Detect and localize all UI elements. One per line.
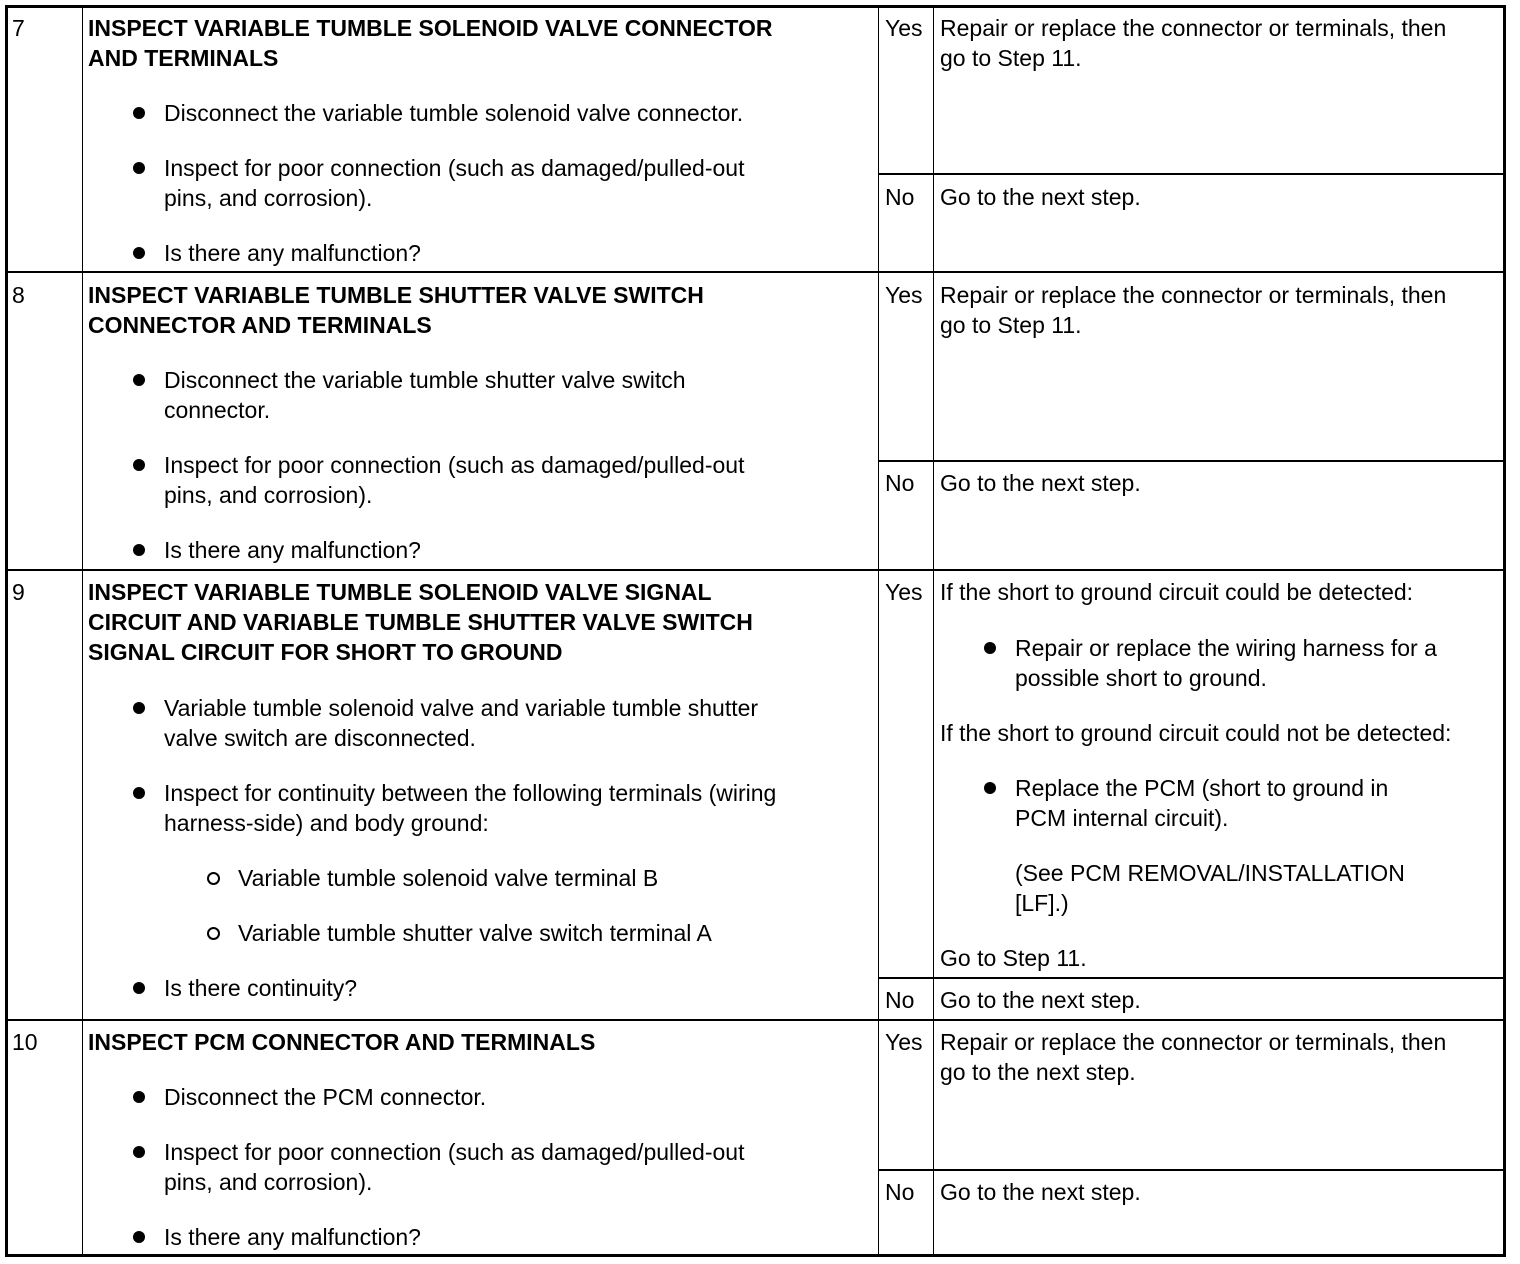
yes-action: go to Step 11.: [940, 312, 1082, 338]
bullet-icon: [133, 1231, 145, 1243]
yes-no-divider: [878, 1169, 1506, 1171]
no-label: No: [885, 184, 915, 210]
row-divider: [5, 271, 1506, 273]
bullet-text: Inspect for continuity between the following terminals (wiring: [164, 780, 777, 806]
bullet-icon: [984, 782, 996, 794]
bullet-text: connector.: [164, 397, 271, 423]
row-divider: [5, 1019, 1506, 1021]
bullet-text: valve switch are disconnected.: [164, 725, 476, 751]
see-reference: (See PCM REMOVAL/INSTALLATION: [1015, 860, 1405, 886]
yes-action: Repair or replace the connector or terminals, then: [940, 15, 1447, 41]
sub-bullet-text: Variable tumble shutter valve switch terminal A: [238, 920, 712, 946]
bullet-icon: [133, 107, 145, 119]
yes-no-divider: [878, 977, 1506, 979]
sub-bullet-text: Variable tumble solenoid valve terminal B: [238, 865, 659, 891]
step-number: 8: [12, 282, 25, 308]
yes-label: Yes: [885, 1029, 923, 1055]
yes-no-divider: [878, 173, 1506, 175]
no-action: Go to the next step.: [940, 184, 1141, 210]
column-divider: [82, 5, 83, 1257]
step-title: INSPECT VARIABLE TUMBLE SHUTTER VALVE SWITCH: [88, 282, 704, 308]
sub-bullet-icon: [207, 872, 220, 885]
step-title: CONNECTOR AND TERMINALS: [88, 312, 432, 338]
bullet-text: Is there any malfunction?: [164, 1224, 421, 1250]
yes-bullet-text: possible short to ground.: [1015, 665, 1267, 691]
step-number: 10: [12, 1029, 38, 1055]
bullet-text: Variable tumble solenoid valve and variable tumble shutter: [164, 695, 759, 721]
bullet-text: pins, and corrosion).: [164, 185, 373, 211]
step-title: AND TERMINALS: [88, 45, 279, 71]
no-action: Go to the next step.: [940, 987, 1141, 1013]
row-divider: [5, 569, 1506, 571]
no-label: No: [885, 470, 915, 496]
bullet-icon: [984, 642, 996, 654]
yes-action: Repair or replace the connector or terminals, then: [940, 1029, 1447, 1055]
sub-bullet-icon: [207, 927, 220, 940]
yes-action: Repair or replace the connector or terminals, then: [940, 282, 1447, 308]
bullet-icon: [133, 247, 145, 259]
step-title: INSPECT VARIABLE TUMBLE SOLENOID VALVE SIGNAL: [88, 579, 712, 605]
no-action: Go to the next step.: [940, 1179, 1141, 1205]
bullet-icon: [133, 982, 145, 994]
yes-bullet-text: PCM internal circuit).: [1015, 805, 1229, 831]
yes-bullet-text: Replace the PCM (short to ground in: [1015, 775, 1389, 801]
yes-label: Yes: [885, 15, 923, 41]
bullet-icon: [133, 374, 145, 386]
bullet-text: Inspect for poor connection (such as damaged/pulled-out: [164, 155, 745, 181]
bullet-text: pins, and corrosion).: [164, 482, 373, 508]
yes-label: Yes: [885, 579, 923, 605]
yes-bullet-text: Repair or replace the wiring harness for a: [1015, 635, 1437, 661]
yes-condition: If the short to ground circuit could not be detected:: [940, 720, 1452, 746]
step-title: SIGNAL CIRCUIT FOR SHORT TO GROUND: [88, 639, 563, 665]
bullet-icon: [133, 702, 145, 714]
bullet-text: Inspect for poor connection (such as damaged/pulled-out: [164, 452, 745, 478]
bullet-text: harness-side) and body ground:: [164, 810, 489, 836]
yes-no-divider: [878, 460, 1506, 462]
bullet-text: Is there any malfunction?: [164, 537, 421, 563]
bullet-icon: [133, 459, 145, 471]
column-divider: [878, 5, 879, 1257]
bullet-icon: [133, 1146, 145, 1158]
step-title: INSPECT PCM CONNECTOR AND TERMINALS: [88, 1029, 596, 1055]
bullet-icon: [133, 162, 145, 174]
step-title: INSPECT VARIABLE TUMBLE SOLENOID VALVE CONNECTOR: [88, 15, 773, 41]
no-label: No: [885, 987, 915, 1013]
bullet-text: Disconnect the variable tumble shutter valve switch: [164, 367, 686, 393]
yes-action: go to Step 11.: [940, 45, 1082, 71]
yes-label: Yes: [885, 282, 923, 308]
goto-step: Go to Step 11.: [940, 945, 1087, 971]
bullet-icon: [133, 544, 145, 556]
yes-action: go to the next step.: [940, 1059, 1136, 1085]
step-title: CIRCUIT AND VARIABLE TUMBLE SHUTTER VALVE SWITCH: [88, 609, 753, 635]
no-action: Go to the next step.: [940, 470, 1141, 496]
bullet-icon: [133, 1091, 145, 1103]
step-number: 9: [12, 579, 25, 605]
bullet-icon: [133, 787, 145, 799]
step-number: 7: [12, 15, 25, 41]
bullet-text: Inspect for poor connection (such as damaged/pulled-out: [164, 1139, 745, 1165]
bullet-text: Is there continuity?: [164, 975, 358, 1001]
bullet-text: Disconnect the PCM connector.: [164, 1084, 487, 1110]
no-label: No: [885, 1179, 915, 1205]
column-divider: [933, 5, 934, 1257]
see-reference: [LF].): [1015, 890, 1069, 916]
bullet-text: Is there any malfunction?: [164, 240, 421, 266]
bullet-text: pins, and corrosion).: [164, 1169, 373, 1195]
yes-condition: If the short to ground circuit could be detected:: [940, 579, 1414, 605]
bullet-text: Disconnect the variable tumble solenoid valve connector.: [164, 100, 744, 126]
